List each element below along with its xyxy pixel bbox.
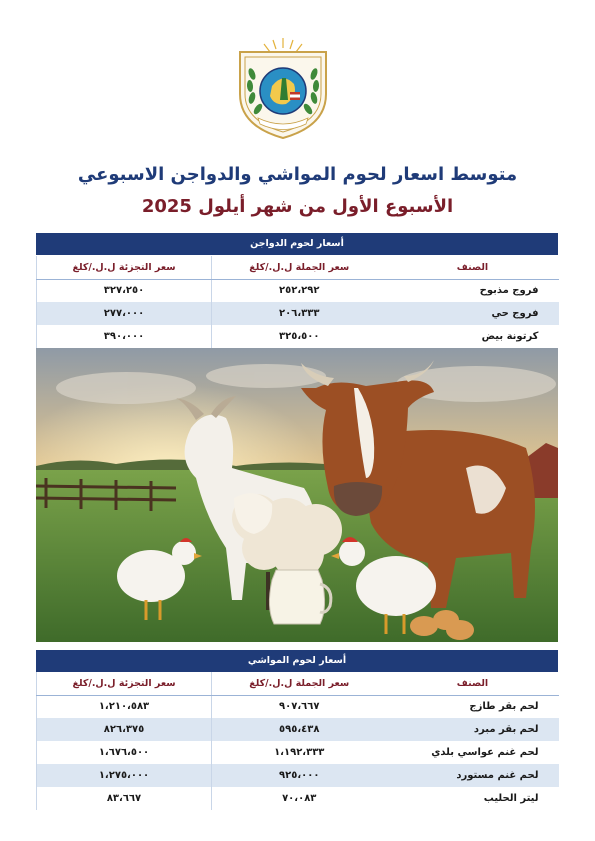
farm-animals-photo — [36, 348, 558, 642]
wholesale-price: ٢٥٢،٢٩٢ — [212, 279, 387, 302]
report-period: الأسبوع الأول من شهر أيلول 2025 — [141, 196, 454, 217]
ministry-logo-icon — [228, 34, 338, 144]
retail-price: ٨٣،٦٦٧ — [37, 787, 212, 810]
table-header-row — [37, 672, 559, 695]
wholesale-price: ٢٠٦،٣٣٣ — [212, 302, 387, 325]
item-name: فروج حي — [387, 302, 559, 325]
item-name: لحم غنم عواسي بلدي — [431, 747, 539, 758]
retail-price: ٣٢٧،٢٥٠ — [37, 279, 212, 302]
table-header-row — [37, 256, 559, 279]
wholesale-price: ٧٠،٠٨٣ — [212, 787, 387, 810]
livestock-price-table — [36, 672, 559, 810]
page-title: متوسط اسعار لحوم المواشي والدواجن الاسبوعي — [77, 164, 518, 185]
poultry-price-table — [36, 256, 559, 348]
retail-price: ٢٧٧،٠٠٠ — [37, 302, 212, 325]
table-row — [37, 764, 559, 787]
wholesale-price: ٥٩٥،٤٣٨ — [212, 718, 387, 741]
item-name: ليتر الحليب — [483, 793, 539, 804]
column-header-wholesale: سعر الجملة ل.ل./كلغ — [212, 256, 387, 279]
table-row — [37, 718, 559, 741]
retail-price: ١،٢١٠،٥٨٣ — [37, 695, 212, 718]
wholesale-price: ٩٠٧،٦٦٧ — [212, 695, 387, 718]
table-row — [37, 741, 559, 764]
retail-price: ١،٦٧٦،٥٠٠ — [37, 741, 212, 764]
retail-price: ٨٢٦،٣٧٥ — [37, 718, 212, 741]
item-name: لحم بقر طازج — [469, 701, 539, 713]
table-row — [37, 302, 559, 325]
wholesale-price: ٩٢٥،٠٠٠ — [212, 764, 387, 787]
item-name: لحم بقر مبرد — [387, 718, 559, 741]
item-name: كرتونة بيض — [481, 331, 539, 342]
poultry-section-header: أسعار لحوم الدواجن — [36, 233, 558, 255]
column-header-retail: سعر التجزئة ل.ل./كلغ — [37, 672, 212, 695]
table-row — [37, 279, 559, 302]
table-row — [37, 325, 559, 348]
table-row — [37, 695, 559, 718]
wholesale-price: ١،١٩٢،٣٣٣ — [212, 741, 387, 764]
retail-price: ٣٩٠،٠٠٠ — [37, 325, 212, 348]
column-header-retail: سعر التجزئة ل.ل./كلغ — [37, 256, 212, 279]
column-header-item: الصنف — [387, 256, 559, 279]
column-header-item: الصنف — [387, 672, 559, 695]
item-name: فروج مذبوح — [479, 285, 539, 297]
item-name: لحم غنم مستورد — [387, 764, 559, 787]
livestock-section-header: أسعار لحوم المواشي — [36, 650, 558, 672]
wholesale-price: ٣٢٥،٥٠٠ — [212, 325, 387, 348]
column-header-wholesale: سعر الجملة ل.ل./كلغ — [212, 672, 387, 695]
retail-price: ١،٢٧٥،٠٠٠ — [37, 764, 212, 787]
table-row — [37, 787, 559, 810]
